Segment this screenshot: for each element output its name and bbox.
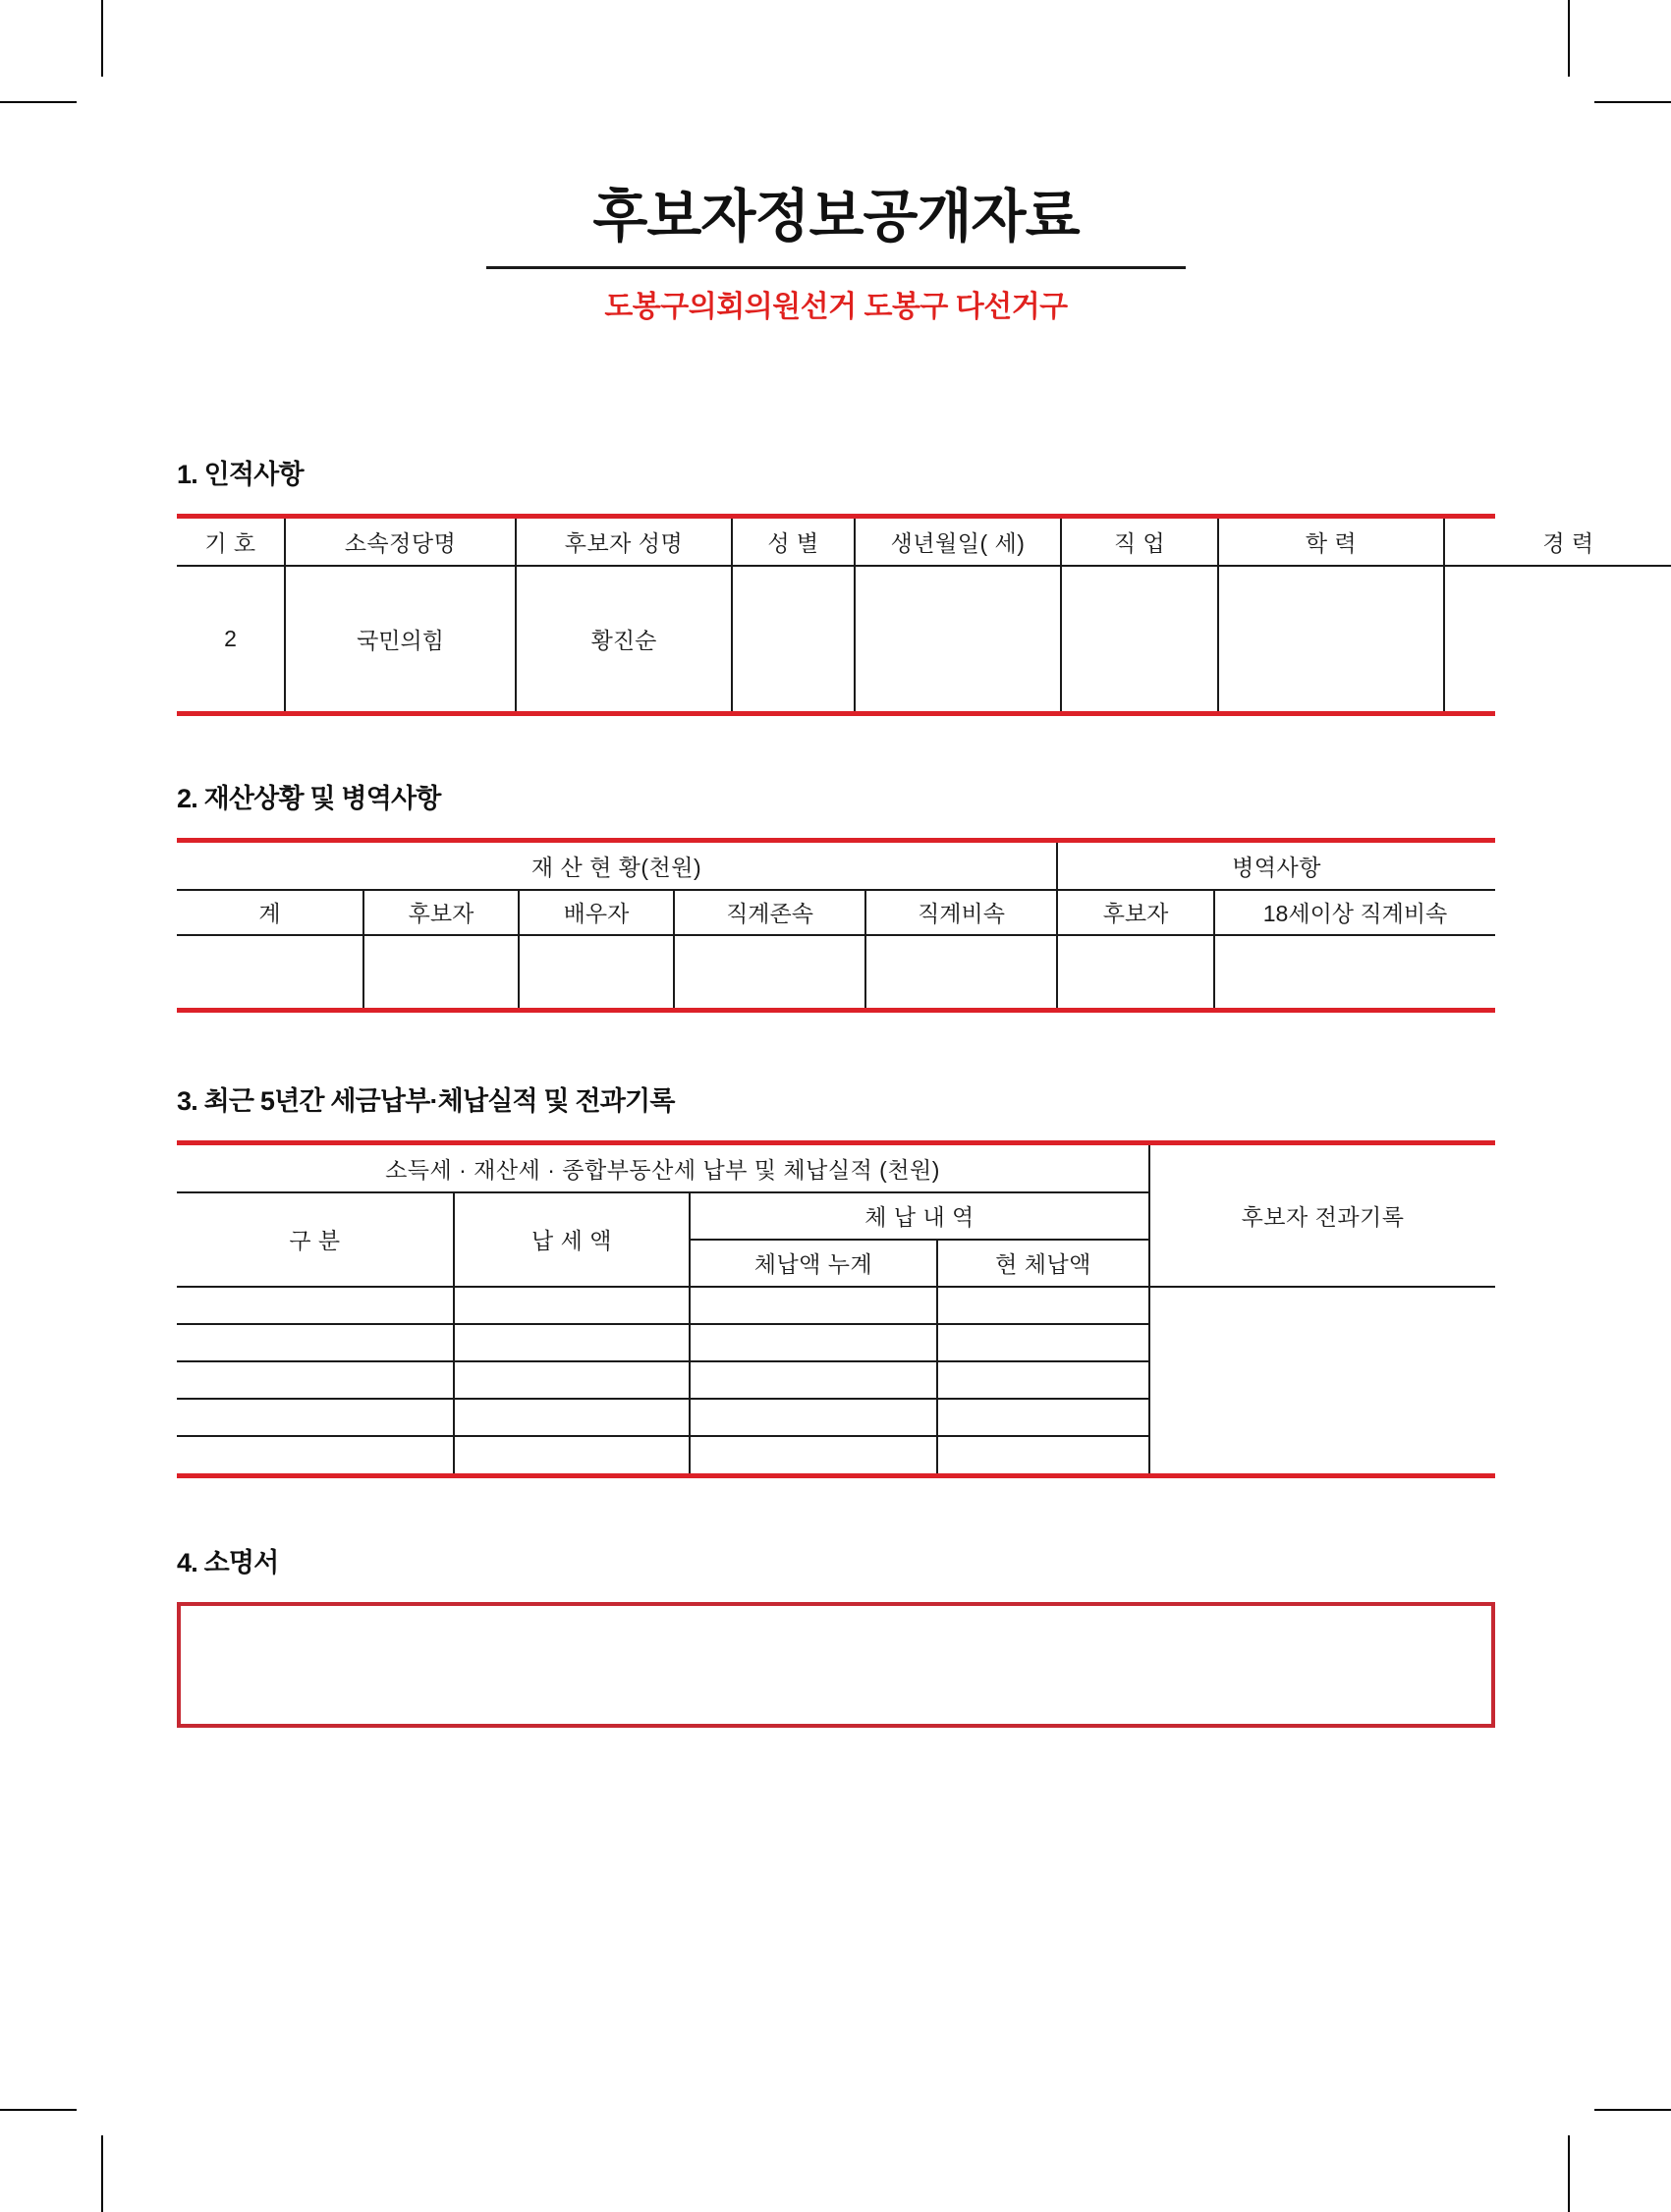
tax-record-table	[177, 1145, 1495, 1473]
title-divider	[486, 266, 1186, 269]
table-row	[177, 935, 1495, 1008]
column-header-lineal-ascendant: 직계존속	[674, 890, 865, 935]
table-group-header-row	[177, 843, 1495, 890]
cell-career	[1444, 566, 1671, 711]
election-subtitle: 도봉구의회의원선거 도봉구 다선거구	[604, 290, 1068, 323]
crop-mark-top-right-horizontal	[1594, 101, 1671, 103]
cell-tax-category	[177, 1436, 454, 1473]
cell-education	[1218, 566, 1444, 711]
cell-criminal-record	[1149, 1287, 1495, 1473]
cell-candidate-number: 2	[177, 566, 285, 711]
cell-party-name: 국민의힘	[285, 566, 516, 711]
cell-job	[1061, 566, 1218, 711]
crop-mark-bottom-right-vertical	[1568, 2135, 1570, 2212]
section-2-bottom-rule	[177, 1008, 1495, 1013]
table-header-row	[177, 890, 1495, 935]
cell-assets-spouse	[519, 935, 674, 1008]
cell-candidate-name: 황진순	[516, 566, 732, 711]
cell-arrears-cumulative	[690, 1361, 937, 1399]
column-header-job: 직 업	[1061, 519, 1218, 566]
section-2-heading: 2. 재산상황 및 병역사항	[177, 783, 441, 813]
column-header-tax-paid: 납 세 액	[454, 1192, 690, 1287]
group-header-assets: 재 산 현 황(천원)	[177, 843, 1057, 890]
table-row	[177, 1287, 1495, 1324]
column-header-education: 학 력	[1218, 519, 1444, 566]
crop-mark-bottom-left-horizontal	[0, 2109, 77, 2111]
cell-tax-paid	[454, 1361, 690, 1399]
statement-box	[177, 1602, 1495, 1728]
cell-tax-category	[177, 1361, 454, 1399]
column-header-number: 기 호	[177, 519, 285, 566]
column-header-party: 소속정당명	[285, 519, 516, 566]
crop-mark-bottom-right-horizontal	[1594, 2109, 1671, 2111]
column-header-arrears-cumulative: 체납액 누계	[690, 1240, 937, 1287]
column-header-birth: 생년월일( 세)	[855, 519, 1061, 566]
column-header-gender: 성 별	[732, 519, 855, 566]
cell-tax-paid	[454, 1399, 690, 1436]
cell-arrears-cumulative	[690, 1436, 937, 1473]
group-header-military: 병역사항	[1057, 843, 1495, 890]
cell-military-candidate	[1057, 935, 1214, 1008]
group-header-arrears: 체 납 내 역	[690, 1192, 1149, 1240]
personal-info-table	[177, 519, 1671, 711]
cell-arrears-cumulative	[690, 1287, 937, 1324]
cell-arrears-cumulative	[690, 1324, 937, 1361]
cell-assets-total	[177, 935, 363, 1008]
column-header-lineal-descendant: 직계비속	[865, 890, 1057, 935]
cell-tax-paid	[454, 1324, 690, 1361]
table-header-row	[177, 519, 1671, 566]
section-3-bottom-rule	[177, 1473, 1495, 1478]
document-content	[177, 0, 1594, 1728]
document-header	[177, 0, 1495, 323]
cell-arrears-cumulative	[690, 1399, 937, 1436]
column-header-arrears-current: 현 체납액	[937, 1240, 1149, 1287]
cell-military-descendant	[1214, 935, 1495, 1008]
cell-arrears-current	[937, 1287, 1149, 1324]
cell-tax-category	[177, 1287, 454, 1324]
cell-tax-category	[177, 1324, 454, 1361]
table-group-header-row	[177, 1145, 1495, 1192]
cell-assets-lineal-ascendant	[674, 935, 865, 1008]
cell-assets-candidate	[363, 935, 519, 1008]
group-header-tax: 소득세 · 재산세 · 종합부동산세 납부 및 체납실적 (천원)	[177, 1145, 1149, 1192]
column-header-military-descendant: 18세이상 직계비속	[1214, 890, 1495, 935]
cell-arrears-current	[937, 1361, 1149, 1399]
column-header-criminal-record: 후보자 전과기록	[1149, 1145, 1495, 1287]
column-header-career: 경 력	[1444, 519, 1671, 566]
cell-tax-paid	[454, 1287, 690, 1324]
column-header-military-candidate: 후보자	[1057, 890, 1214, 935]
crop-mark-top-left-horizontal	[0, 101, 77, 103]
column-header-assets-candidate: 후보자	[363, 890, 519, 935]
cell-gender	[732, 566, 855, 711]
cell-arrears-current	[937, 1436, 1149, 1473]
cell-assets-lineal-descendant	[865, 935, 1057, 1008]
cell-tax-category	[177, 1399, 454, 1436]
column-header-name: 후보자 성명	[516, 519, 732, 566]
column-header-spouse: 배우자	[519, 890, 674, 935]
crop-mark-top-right-vertical	[1568, 0, 1570, 77]
table-row	[177, 566, 1671, 711]
section-1-bottom-rule	[177, 711, 1495, 716]
assets-military-table	[177, 843, 1495, 1008]
crop-mark-bottom-left-vertical	[101, 2135, 103, 2212]
cell-tax-paid	[454, 1436, 690, 1473]
cell-birth-date	[855, 566, 1061, 711]
page-title: 후보자정보공개자료	[592, 185, 1080, 249]
cell-arrears-current	[937, 1399, 1149, 1436]
column-header-category: 구 분	[177, 1192, 454, 1287]
crop-mark-top-left-vertical	[101, 0, 103, 77]
section-1-heading: 1. 인적사항	[177, 459, 304, 489]
section-4-heading: 4. 소명서	[177, 1547, 279, 1577]
cell-arrears-current	[937, 1324, 1149, 1361]
section-3-heading: 3. 최근 5년간 세금납부·체납실적 및 전과기록	[177, 1085, 675, 1116]
column-header-total: 계	[177, 890, 363, 935]
